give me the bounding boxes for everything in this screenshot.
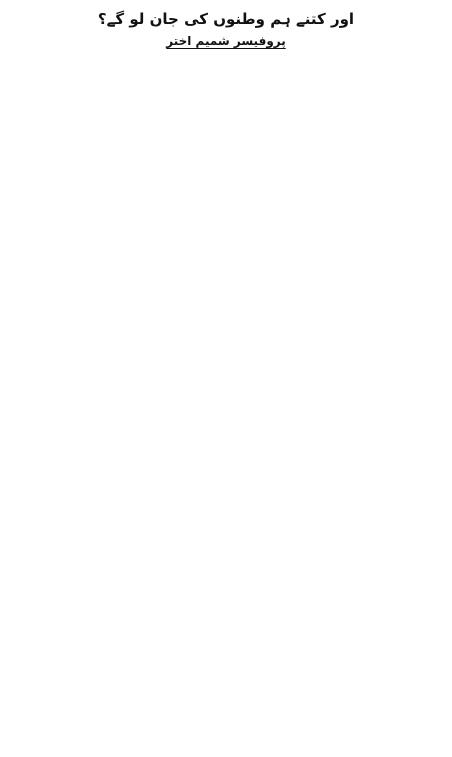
article-headline: اور کتنے ہم وطنوں کی جان لو گے؟ [97,10,355,28]
paragraph [6,83,446,104]
paragraph [6,158,446,179]
paragraph [6,108,446,129]
paragraph [6,133,446,154]
article-body [6,58,446,179]
article-byline: پروفیسر شمیم اختر [166,34,286,48]
paragraph [6,58,446,79]
